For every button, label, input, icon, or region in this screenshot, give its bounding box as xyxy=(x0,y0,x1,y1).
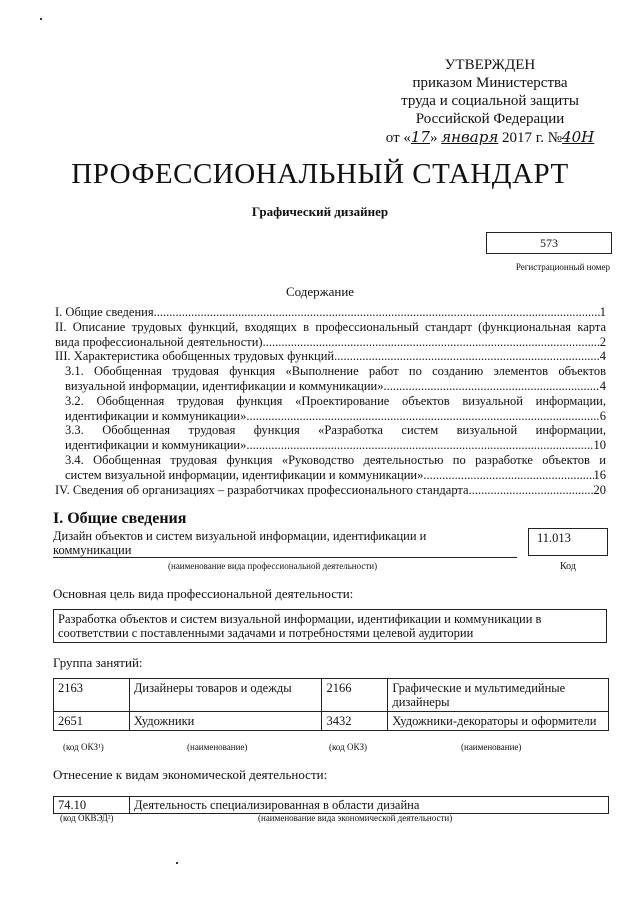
toc-dots xyxy=(384,379,600,394)
toc-entry-ii: вида профессиональной деятельности) ..... 2 xyxy=(55,335,606,350)
activity-underline xyxy=(53,557,517,558)
activity-caption: (наименование вида профессиональной деятельности) xyxy=(168,561,378,571)
occupations-table xyxy=(53,678,609,731)
okved-name: Деятельность специализированная в области дизайна xyxy=(130,797,609,814)
toc-entry-iii: III. Характеристика обобщенных трудовых функций ..... 4 xyxy=(55,349,606,364)
occupations-captions xyxy=(53,742,609,754)
toc-entry-3-3-line1: 3.3. Обобщенная трудовая функция «Разработка систем визуальной информации, xyxy=(65,423,606,438)
approval-line-2: приказом Министерства xyxy=(412,75,568,91)
table-cell: 3432 xyxy=(322,712,388,731)
handwritten-order-number: 40Н xyxy=(562,128,595,146)
toc-entry-3-2: идентификации и коммуникации» ..... 6 xyxy=(55,409,606,424)
table-row xyxy=(54,679,609,712)
okved-name-caption: (наименование вида экономической деятельности) xyxy=(258,813,453,823)
toc-entry-3-4: систем визуальной информации, идентификации и коммуникации» ..... 16 xyxy=(55,468,606,483)
toc-dots xyxy=(154,305,600,320)
toc-dots xyxy=(334,349,600,364)
document-subtitle: Графический дизайнер xyxy=(251,204,389,219)
registration-number-caption: Регистрационный номер xyxy=(515,262,610,272)
approval-line-3: труда и социальной защиты xyxy=(401,93,579,109)
okved-table xyxy=(53,796,609,814)
section-1-heading: I. Общие сведения xyxy=(53,510,187,527)
toc-dots xyxy=(423,468,593,483)
occupation-name-caption-2: (наименование) xyxy=(461,742,522,752)
toc-entry-3-1: визуальной информации, идентификации и коммуникации» ..... 4 xyxy=(55,379,606,394)
table-of-contents xyxy=(55,305,606,497)
toc-entry-ii-line1: II. Описание трудовых функций, входящих в профессиональный стандарт (функциональная карта xyxy=(55,319,606,334)
table-cell: 2651 xyxy=(54,712,130,731)
econ-label: Отнесение к видам экономической деятельности: xyxy=(53,767,328,782)
toc-dots xyxy=(246,409,599,424)
approval-stamp xyxy=(370,56,610,147)
activity-name: Дизайн объектов и систем визуальной информации, идентификации и коммуникации xyxy=(53,529,427,557)
approval-line-1: УТВЕРЖДЕН xyxy=(444,57,536,73)
table-cell: Художники xyxy=(129,712,322,731)
toc-entry-i: I. Общие сведения ..... 1 xyxy=(55,305,606,320)
toc-entry-3-2-line1: 3.2. Обобщенная трудовая функция «Проектирование объектов визуальной информации, xyxy=(65,393,606,408)
table-cell: Художники-декораторы и оформители xyxy=(388,712,609,731)
handwritten-month: января xyxy=(441,128,499,146)
okved-code-caption: (код ОКВЭД²) xyxy=(60,813,114,823)
group-label: Группа занятий: xyxy=(53,655,143,670)
toc-entry-3-4-line1: 3.4. Обобщенная трудовая функция «Руководство деятельностью по разработке объектов и xyxy=(65,452,606,467)
handwritten-day: 17 xyxy=(410,128,430,146)
activity-code-box: 11.013 xyxy=(528,528,608,556)
table-cell: Дизайнеры товаров и одежды xyxy=(129,679,322,712)
approval-line-4: Российской Федерации xyxy=(415,111,565,127)
goal-label: Основная цель вида профессиональной деятельности: xyxy=(53,586,354,601)
okz-code-caption: (код ОКЗ¹) xyxy=(63,742,104,752)
table-cell: 2163 xyxy=(54,679,130,712)
toc-dots xyxy=(246,438,593,453)
scan-speck xyxy=(40,18,42,20)
okz-code-caption-2: (код ОКЗ) xyxy=(329,742,367,752)
scan-speck xyxy=(176,862,178,864)
table-cell: 2166 xyxy=(322,679,388,712)
table-row xyxy=(54,797,609,814)
toc-dots xyxy=(469,483,594,498)
goal-box: Разработка объектов и систем визуальной информации, идентификации и коммуникации в соответствии с поставленными задачами и потребностями целевой аудитории xyxy=(53,609,607,643)
registration-number-box: 573 xyxy=(486,232,612,254)
document-title: ПРОФЕССИОНАЛЬНЫЙ СТАНДАРТ xyxy=(71,158,569,190)
okved-code: 74.10 xyxy=(54,797,130,814)
toc-entry-3-3: идентификации и коммуникации» ..... 10 xyxy=(55,438,606,453)
table-row xyxy=(54,712,609,731)
toc-dots xyxy=(263,335,600,350)
approval-date: от «17» января 2017 г. №40Н xyxy=(385,128,595,146)
toc-entry-iv: IV. Сведения об организациях – разработчиках профессионального стандарта ..... 20 xyxy=(55,483,606,498)
occupation-name-caption: (наименование) xyxy=(187,742,248,752)
code-caption: Код xyxy=(560,561,576,572)
table-cell: Графические и мультимедийные дизайнеры xyxy=(388,679,609,712)
toc-entry-3-1-line1: 3.1. Обобщенная трудовая функция «Выполнение работ по созданию элементов объектов xyxy=(65,364,606,379)
contents-heading: Содержание xyxy=(285,284,355,299)
